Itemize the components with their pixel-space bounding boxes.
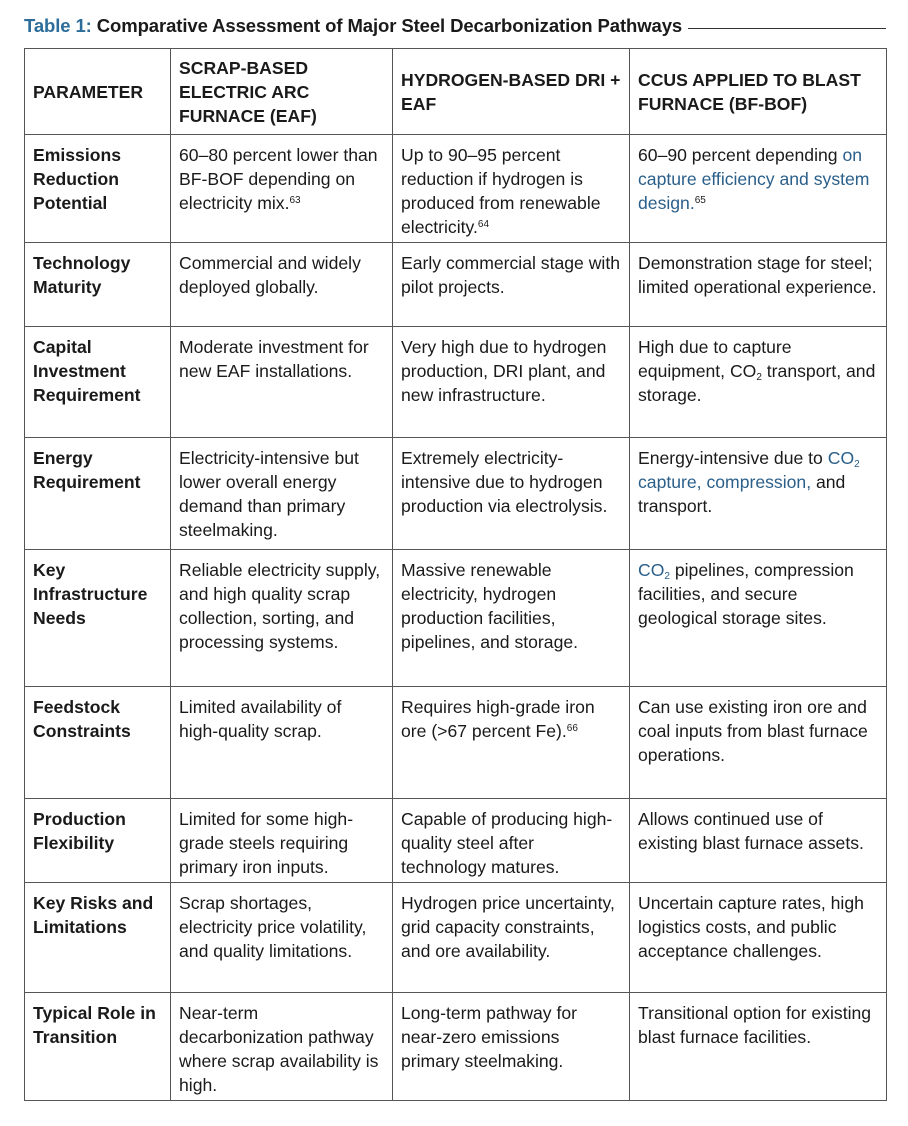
- cell-scrap-eaf: Scrap shortages, electricity price volatility, and quality limitations.: [171, 883, 393, 993]
- cell-ccus-bf: High due to capture equipment, $CO_2$ transport, and storage.: [630, 327, 887, 438]
- cell-hydrogen-dri: Hydrogen price uncertainty, grid capacity constraints, and ore availability.: [393, 883, 630, 993]
- cell-scrap-eaf: Commercial and widely deployed globally.: [171, 243, 393, 327]
- cell-scrap-eaf: Limited availability of high-quality scrap.: [171, 687, 393, 799]
- table-row: [25, 799, 887, 883]
- table-row: [25, 327, 887, 438]
- table-row: [25, 993, 887, 1101]
- cell-scrap-eaf: Moderate investment for new EAF installations.: [171, 327, 393, 438]
- table-title: Comparative Assessment of Major Steel Decarbonization Pathways: [96, 15, 683, 36]
- cell-scrap-eaf: 60–80 percent lower than BF-BOF depending on electricity mix.$^{63}$: [171, 135, 393, 243]
- footnote-ref: 64: [477, 219, 490, 230]
- table-header-row: [25, 49, 887, 135]
- row-parameter: Key Risks and Limitations: [25, 883, 171, 993]
- caption-rule: [688, 28, 886, 29]
- row-parameter: Production Flexibility: [25, 799, 171, 883]
- row-parameter: Capital Investment Requirement: [25, 327, 171, 438]
- cell-hydrogen-dri: Very high due to hydrogen production, DRI plant, and new infrastructure.: [393, 327, 630, 438]
- cell-hydrogen-dri: Long-term pathway for near-zero emissions primary steelmaking.: [393, 993, 630, 1101]
- footnote-ref: 65: [694, 195, 706, 206]
- table-row: [25, 438, 887, 550]
- row-parameter: Key Infrastructure Needs: [25, 550, 171, 687]
- cell-hydrogen-dri: Requires high-grade iron ore (>67 percent Fe).$^{66}$: [393, 687, 630, 799]
- row-parameter: Emissions Reduction Potential: [25, 135, 171, 243]
- header-parameter: PARAMETER: [25, 49, 171, 135]
- cell-ccus-bf: Demonstration stage for steel; limited operational experience.: [630, 243, 887, 327]
- cell-hydrogen-dri: Early commercial stage with pilot projects.: [393, 243, 630, 327]
- comparison-table: [24, 48, 887, 1101]
- footnote-ref: 66: [566, 723, 578, 734]
- table-row: [25, 243, 887, 327]
- table-number: Table 1:: [24, 15, 92, 36]
- table-row: [25, 883, 887, 993]
- footnote-ref: 63: [289, 195, 301, 206]
- table-caption: [24, 14, 886, 38]
- table-row: [25, 687, 887, 799]
- row-parameter: Typical Role in Transition: [25, 993, 171, 1101]
- cell-scrap-eaf: Near-term decarbonization pathway where scrap availability is high.: [171, 993, 393, 1101]
- cell-ccus-bf: 60–90 percent depending on capture efficiency and system design.$^{65}$: [630, 135, 887, 243]
- cell-ccus-bf: Allows continued use of existing blast furnace assets.: [630, 799, 887, 883]
- row-parameter: Feedstock Constraints: [25, 687, 171, 799]
- row-parameter: Energy Requirement: [25, 438, 171, 550]
- cell-hydrogen-dri: Up to 90–95 percent reduction if hydrogen is produced from renewable electricity.$^{64}$: [393, 135, 630, 243]
- cell-ccus-bf: Uncertain capture rates, high logistics costs, and public acceptance challenges.: [630, 883, 887, 993]
- cell-scrap-eaf: Limited for some high-grade steels requiring primary iron inputs.: [171, 799, 393, 883]
- table-row: [25, 550, 887, 687]
- cell-scrap-eaf: Electricity-intensive but lower overall energy demand than primary steelmaking.: [171, 438, 393, 550]
- header-hydrogen-dri: HYDROGEN-BASED DRI + EAF: [393, 49, 630, 135]
- cell-hydrogen-dri: Extremely electricity-intensive due to hydrogen production via electrolysis.: [393, 438, 630, 550]
- row-parameter: Technology Maturity: [25, 243, 171, 327]
- cell-ccus-bf: Energy-intensive due to $CO_2$ capture, compression, and transport.: [630, 438, 887, 550]
- header-ccus-bf: CCUS APPLIED TO BLAST FURNACE (BF-BOF): [630, 49, 887, 135]
- table-row: [25, 135, 887, 243]
- header-scrap-eaf: SCRAP-BASED ELECTRIC ARC FURNACE (EAF): [171, 49, 393, 135]
- cell-hydrogen-dri: Capable of producing high-quality steel after technology matures.: [393, 799, 630, 883]
- cell-hydrogen-dri: Massive renewable electricity, hydrogen production facilities, pipelines, and storage.: [393, 550, 630, 687]
- cell-ccus-bf: Transitional option for existing blast furnace facilities.: [630, 993, 887, 1101]
- cell-ccus-bf: $CO_2$ pipelines, compression facilities, and secure geological storage sites.: [630, 550, 887, 687]
- cell-ccus-bf: Can use existing iron ore and coal inputs from blast furnace operations.: [630, 687, 887, 799]
- cell-scrap-eaf: Reliable electricity supply, and high quality scrap collection, sorting, and processing systems.: [171, 550, 393, 687]
